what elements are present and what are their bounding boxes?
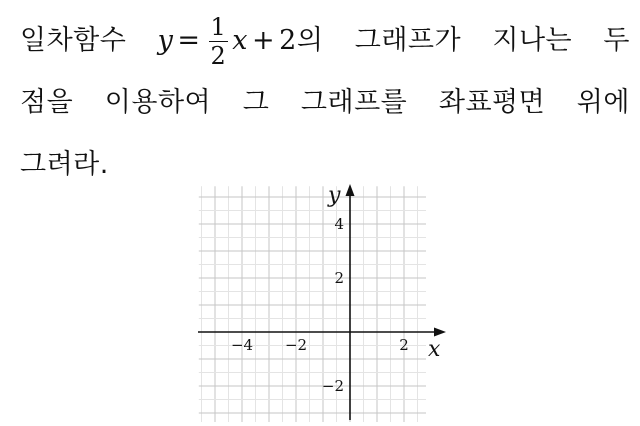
equation-lhs: y — [157, 25, 174, 56]
problem-line-1 — [20, 10, 630, 72]
problem-word: 그래프가 — [354, 25, 462, 56]
y-axis-arrow — [346, 184, 355, 196]
x-tick-label: 2 — [399, 336, 409, 354]
problem-line-2 — [20, 72, 630, 134]
problem-text — [20, 10, 630, 196]
y-tick-label: 4 — [334, 215, 344, 233]
linear-function-equation — [158, 10, 324, 72]
y-tick-label: −2 — [321, 377, 344, 395]
x-tick-label: −4 — [230, 336, 254, 354]
grid-lines — [199, 186, 426, 422]
y-axis-label: y — [328, 183, 341, 208]
coordinate-plane — [190, 178, 452, 422]
problem-word: 좌표평면 — [438, 87, 546, 118]
equation-constant: 2 — [279, 25, 297, 56]
x-axis-arrow — [434, 328, 446, 337]
x-tick-label: −2 — [284, 336, 308, 354]
problem-word: 위에 — [576, 87, 630, 118]
y-tick-label: 2 — [334, 269, 344, 287]
problem-prefix: 일차함수 — [20, 25, 127, 56]
problem-word: 그려라. — [20, 149, 109, 180]
problem-word: 점을 — [20, 87, 74, 118]
fraction-numerator: 1 — [210, 12, 227, 41]
equation-plus: + — [252, 25, 276, 56]
equation-equals: = — [177, 25, 201, 56]
problem-word: 지나는 — [492, 25, 573, 56]
problem-word: 그 — [242, 87, 270, 118]
x-axis-label: x — [428, 337, 441, 362]
equation-fraction — [209, 12, 229, 70]
equation-variable: x — [232, 25, 249, 56]
tick-labels — [231, 183, 441, 395]
problem-word: 그래프를 — [300, 87, 408, 118]
problem-word: 의 — [296, 25, 324, 56]
problem-word: 두 — [603, 25, 630, 56]
problem-word: 이용하여 — [104, 87, 212, 118]
fraction-denominator: 2 — [210, 41, 227, 70]
